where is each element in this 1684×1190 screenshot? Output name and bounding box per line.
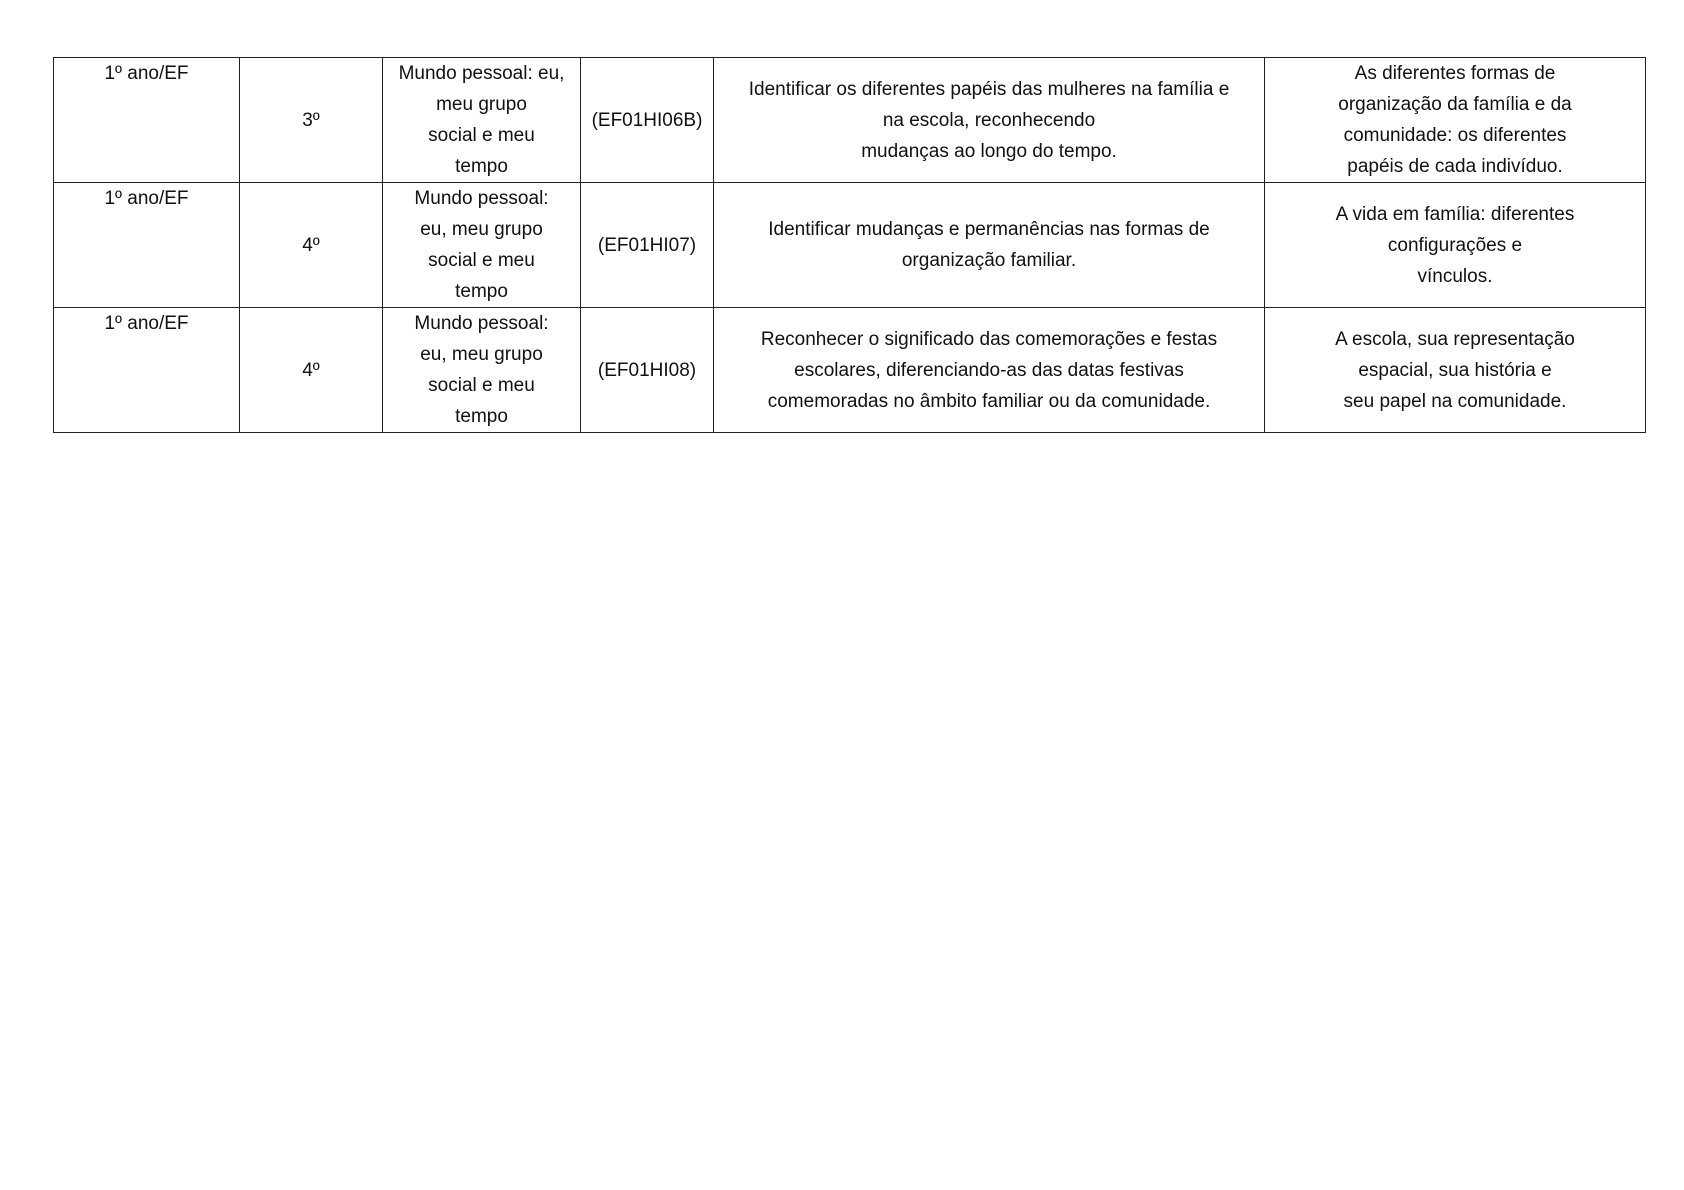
bimester-cell xyxy=(240,58,383,183)
thematic-unit-line: tempo xyxy=(455,156,508,177)
thematic-unit-line: Mundo pessoal: eu, xyxy=(398,63,565,84)
skill-description-cell xyxy=(714,58,1265,183)
knowledge-object-line: configurações e xyxy=(1387,234,1523,256)
skill-code-cell xyxy=(581,58,714,183)
skill-description-line: escolares, diferenciando-as das datas festivas xyxy=(794,359,1184,381)
thematic-unit-cell xyxy=(383,58,581,183)
bimester-cell xyxy=(240,308,383,433)
table-row xyxy=(54,183,1646,308)
skill-description-line: na escola, reconhecendo xyxy=(882,109,1096,131)
curriculum-table xyxy=(53,57,1646,433)
knowledge-object-line: A escola, sua representação xyxy=(1335,328,1575,350)
thematic-unit-line: social e meu xyxy=(428,125,535,146)
skill-description-line: organização familiar. xyxy=(901,250,1077,271)
thematic-unit-cell xyxy=(383,183,581,308)
knowledge-object-line: papéis de cada indivíduo. xyxy=(1347,156,1563,177)
thematic-unit-line: meu grupo xyxy=(436,94,527,115)
year-text: 1º ano/EF xyxy=(104,188,189,209)
skill-description-line: Identificar mudanças e permanências nas formas de xyxy=(768,219,1210,240)
thematic-unit-line: social e meu xyxy=(428,250,535,271)
bimester-cell xyxy=(240,183,383,308)
year-text: 1º ano/EF xyxy=(104,313,189,334)
skill-description-line: comemoradas no âmbito familiar ou da comunidade. xyxy=(767,390,1211,412)
thematic-unit-line: eu, meu grupo xyxy=(420,344,543,365)
table-row xyxy=(54,58,1646,183)
thematic-unit-line: tempo xyxy=(455,281,508,302)
thematic-unit-cell xyxy=(383,308,581,433)
knowledge-object-cell xyxy=(1265,308,1646,433)
skill-code-text: (EF01HI07) xyxy=(597,234,697,256)
skill-description-cell xyxy=(714,183,1265,308)
knowledge-object-line: organização da família e da xyxy=(1338,94,1572,115)
knowledge-object-line: espacial, sua história e xyxy=(1358,359,1552,381)
year-cell xyxy=(54,183,240,308)
thematic-unit-line: eu, meu grupo xyxy=(420,219,543,240)
thematic-unit-line: tempo xyxy=(455,406,508,427)
knowledge-object-line: seu papel na comunidade. xyxy=(1343,390,1567,412)
skill-code-cell xyxy=(581,183,714,308)
knowledge-object-cell xyxy=(1265,183,1646,308)
bimester-text: 3º xyxy=(302,109,320,131)
year-cell xyxy=(54,308,240,433)
thematic-unit-line: social e meu xyxy=(428,375,535,396)
bimester-text: 4º xyxy=(302,359,320,381)
skill-description-line: mudanças ao longo do tempo. xyxy=(861,140,1117,162)
skill-description-cell xyxy=(714,308,1265,433)
skill-description-line: Reconhecer o significado das comemorações e festas xyxy=(760,328,1218,350)
skill-code-cell xyxy=(581,308,714,433)
table-row xyxy=(54,308,1646,433)
skill-description-line: Identificar os diferentes papéis das mulheres na família e xyxy=(748,78,1230,100)
bimester-text: 4º xyxy=(302,234,320,256)
knowledge-object-line: comunidade: os diferentes xyxy=(1343,125,1567,146)
thematic-unit-line: Mundo pessoal: xyxy=(414,313,549,334)
knowledge-object-line: As diferentes formas de xyxy=(1354,63,1556,84)
knowledge-object-line: vínculos. xyxy=(1417,265,1493,287)
skill-code-text: (EF01HI08) xyxy=(597,359,697,381)
thematic-unit-line: Mundo pessoal: xyxy=(414,188,549,209)
year-cell xyxy=(54,58,240,183)
knowledge-object-cell xyxy=(1265,58,1646,183)
skill-code-text: (EF01HI06B) xyxy=(591,109,703,131)
year-text: 1º ano/EF xyxy=(104,63,189,84)
knowledge-object-line: A vida em família: diferentes xyxy=(1335,203,1575,225)
